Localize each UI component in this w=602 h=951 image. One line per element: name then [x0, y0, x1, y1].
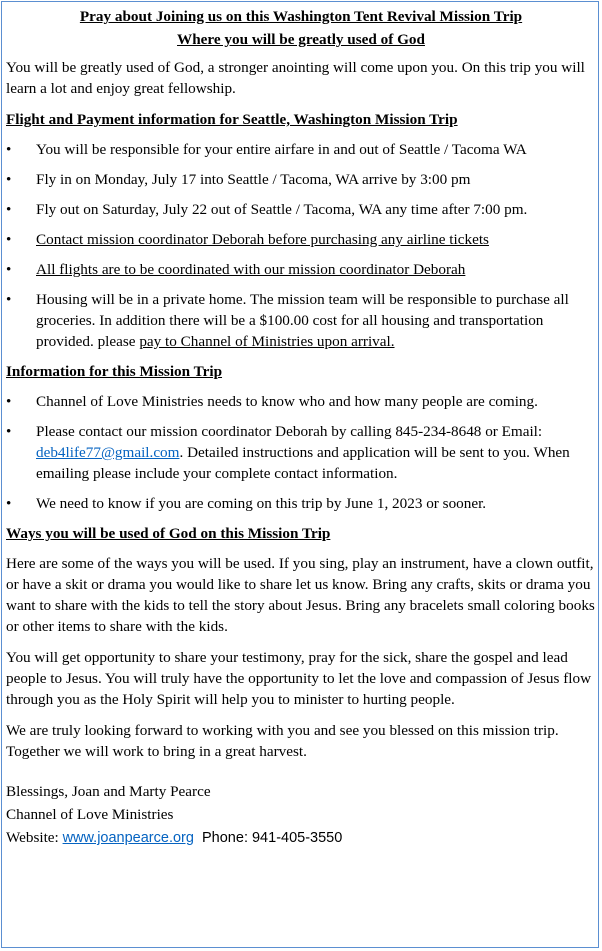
list-item-text: . Detailed instructions and application will be sent to you. When emailing please include your complete contact information.: [36, 444, 570, 482]
page-subtitle: Where you will be greatly used of God: [177, 31, 425, 48]
phone-text: Phone: 941-405-3550: [193, 830, 343, 846]
flight-list: [6, 139, 596, 352]
signature-line-2: Channel of Love Ministries: [6, 806, 174, 823]
bullet-icon: •: [6, 495, 12, 512]
list-item-text: Contact mission coordinator Deborah before purchasing any airline tickets: [36, 231, 489, 248]
ways-paragraph-2: You will get opportunity to share your testimony, pray for the sick, share the gospel and lead people to Jesus. You will truly have the opportunity to let the love and compassion of Jesus flow through you as the Holy Spirit will help you to minister to hurting people.: [6, 649, 592, 708]
email-link[interactable]: deb4life77@gmail.com: [36, 444, 180, 461]
ways-paragraph-1: Here are some of the ways you will be used. If you sing, play an instrument, have a clown outfit, or have a skit or drama you would like to share let us know. Bring any crafts, skits or drama you want to share with the kids to tell the story about Jesus. Bring any bracelets small coloring books or other items to share with the kids.: [6, 555, 595, 635]
list-item-text: Fly in on Monday, July 17 into Seattle / Tacoma, WA arrive by 3:00 pm: [36, 171, 471, 188]
list-item: [6, 259, 596, 280]
bullet-icon: •: [6, 141, 12, 158]
housing-payment-note: pay to Channel of Ministries upon arrival.: [139, 333, 395, 350]
bullet-icon: •: [6, 171, 12, 188]
bullet-icon: •: [6, 261, 12, 278]
info-list: [6, 391, 596, 514]
list-item-text: Channel of Love Ministries needs to know who and how many people are coming.: [36, 393, 538, 410]
intro-paragraph: You will be greatly used of God, a stronger anointing will come upon you. On this trip you will learn a lot and enjoy great fellowship.: [6, 59, 585, 97]
list-item: [6, 391, 596, 412]
list-item: [6, 493, 596, 514]
signature-block: [6, 780, 596, 850]
list-item-text: Please contact our mission coordinator Deborah by calling 845-234-8648 or Email:: [36, 423, 543, 440]
flight-heading: Flight and Payment information for Seattle, Washington Mission Trip: [6, 111, 458, 128]
info-heading: Information for this Mission Trip: [6, 363, 223, 380]
list-item: [6, 289, 596, 352]
page-title: Pray about Joining us on this Washington Tent Revival Mission Trip: [79, 8, 523, 25]
website-label: Website:: [6, 829, 63, 846]
bullet-icon: •: [6, 393, 12, 410]
bullet-icon: •: [6, 201, 12, 218]
ways-heading: Ways you will be used of God on this Mission Trip: [6, 525, 331, 542]
ways-paragraph-3: We are truly looking forward to working with you and see you blessed on this mission trip. Together we will work to bring in a great harvest.: [6, 722, 559, 760]
contact-line: [6, 826, 596, 850]
list-item-text: Fly out on Saturday, July 22 out of Seattle / Tacoma, WA any time after 7:00 pm.: [36, 201, 528, 218]
list-item: [6, 421, 596, 484]
housing-text: Housing will be in a private home. The mission team will be responsible to purchase all groceries. In addition there will be a $100.00 cost for all housing and transportation provided. please: [36, 291, 569, 350]
list-item-text: We need to know if you are coming on this trip by June 1, 2023 or sooner.: [36, 495, 487, 512]
list-item: [6, 139, 596, 160]
list-item-text: You will be responsible for your entire airfare in and out of Seattle / Tacoma WA: [36, 141, 527, 158]
list-item: [6, 229, 596, 250]
signature-line-1: Blessings, Joan and Marty Pearce: [6, 783, 211, 800]
bullet-icon: •: [6, 291, 12, 308]
list-item-text: All flights are to be coordinated with our mission coordinator Deborah: [36, 261, 466, 278]
list-item: [6, 199, 596, 220]
bullet-icon: •: [6, 423, 12, 440]
document-content: [6, 5, 596, 850]
website-link[interactable]: www.joanpearce.org: [62, 830, 194, 846]
bullet-icon: •: [6, 231, 12, 248]
list-item: [6, 169, 596, 190]
